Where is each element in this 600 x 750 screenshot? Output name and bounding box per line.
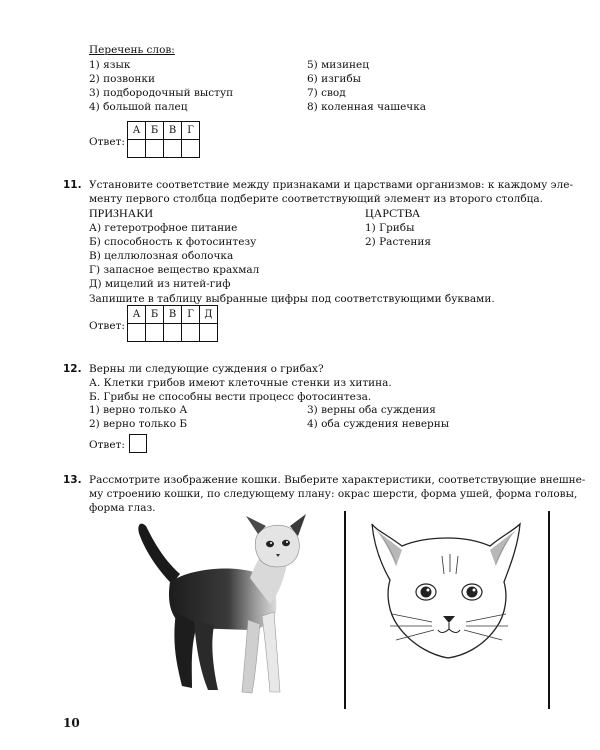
page-number: 10 bbox=[63, 716, 80, 730]
q13-text-line2: му строению кошки, по следующему плану: окрас шерсти, форма ушей, форма головы, bbox=[89, 488, 578, 500]
q11-text-line1: Установите соответствие между признаками и царствами организмов: к каждому эле- bbox=[89, 179, 573, 191]
q11-kingdom-2: 2) Растения bbox=[365, 236, 431, 248]
answer-table-1-header: А bbox=[128, 122, 146, 140]
answer-box[interactable] bbox=[129, 434, 147, 453]
q12-statement-b: Б. Грибы не способны вести процесс фотосинтеза. bbox=[89, 391, 372, 403]
q12-number: 12. bbox=[63, 363, 82, 375]
q11-feature-g: Г) запасное вещество крахмал bbox=[89, 264, 260, 276]
word-item-1: 1) язык bbox=[89, 59, 131, 71]
word-list-title: Перечень слов: bbox=[89, 44, 175, 56]
answer-cell[interactable] bbox=[182, 324, 200, 342]
q11-text-line2: менту первого столбца подберите соответствующий элемент из второго столбца. bbox=[89, 193, 544, 205]
answer-cell[interactable] bbox=[146, 140, 164, 158]
answer-table-2 bbox=[127, 305, 218, 342]
q12-statement-a: А. Клетки грибов имеют клеточные стенки из хитина. bbox=[89, 377, 392, 389]
answer-table-1 bbox=[127, 121, 200, 158]
answer-table-2-header: А bbox=[128, 306, 146, 324]
answer-table-2-header: Г bbox=[182, 306, 200, 324]
word-item-4: 4) большой палец bbox=[89, 101, 188, 113]
q11-kingdom-1: 1) Грибы bbox=[365, 222, 415, 234]
q11-feature-d: Д) мицелий из нитей-гиф bbox=[89, 278, 231, 290]
answer-cell[interactable] bbox=[146, 324, 164, 342]
answer-table-2-header: Д bbox=[200, 306, 218, 324]
q11-instruction: Запишите в таблицу выбранные цифры под соответствующими буквами. bbox=[89, 293, 495, 305]
answer-cell[interactable] bbox=[128, 324, 146, 342]
answer-cell[interactable] bbox=[200, 324, 218, 342]
q13-text-line1: Рассмотрите изображение кошки. Выберите характеристики, соответствующие внешне- bbox=[89, 474, 586, 486]
answer-cell[interactable] bbox=[128, 140, 146, 158]
word-item-5: 5) мизинец bbox=[307, 59, 369, 71]
word-item-8: 8) коленная чашечка bbox=[307, 101, 427, 113]
answer-cell[interactable] bbox=[164, 324, 182, 342]
cat-head-drawing bbox=[352, 516, 542, 666]
q12-option-4: 4) оба суждения неверны bbox=[307, 418, 450, 430]
answer-label-1: Ответ: bbox=[89, 136, 125, 148]
q12-option-1: 1) верно только А bbox=[89, 404, 188, 416]
answer-table-2-header: Б bbox=[146, 306, 164, 324]
image-frame-right bbox=[548, 511, 550, 709]
word-item-2: 2) позвонки bbox=[89, 73, 155, 85]
answer-cell[interactable] bbox=[182, 140, 200, 158]
q11-number: 11. bbox=[63, 179, 82, 191]
image-frame-left bbox=[344, 511, 346, 709]
q13-text-line3: форма глаз. bbox=[89, 502, 156, 514]
q12-option-3: 3) верны оба суждения bbox=[307, 404, 436, 416]
answer-label-2: Ответ: bbox=[89, 320, 125, 332]
answer-cell[interactable] bbox=[164, 140, 182, 158]
answer-table-1-header: Б bbox=[146, 122, 164, 140]
q11-feature-b: Б) способность к фотосинтезу bbox=[89, 236, 257, 248]
cat-body-illustration bbox=[110, 512, 320, 702]
q11-feature-a: А) гетеротрофное питание bbox=[89, 222, 238, 234]
answer-table-1-header: Г bbox=[182, 122, 200, 140]
q12-question: Верны ли следующие суждения о грибах? bbox=[89, 363, 324, 375]
answer-table-2-header: В bbox=[164, 306, 182, 324]
word-item-3: 3) подбородочный выступ bbox=[89, 87, 234, 99]
q12-option-2: 2) верно только Б bbox=[89, 418, 188, 430]
q13-number: 13. bbox=[63, 474, 82, 486]
answer-label-3: Ответ: bbox=[89, 439, 125, 451]
answer-table-1-header: В bbox=[164, 122, 182, 140]
word-item-6: 6) изгибы bbox=[307, 73, 362, 85]
word-item-7: 7) свод bbox=[307, 87, 346, 99]
q11-feature-v: В) целлюлозная оболочка bbox=[89, 250, 234, 262]
q11-col1-header: ПРИЗНАКИ bbox=[89, 206, 154, 220]
q11-col2-header: ЦАРСТВА bbox=[365, 206, 421, 220]
